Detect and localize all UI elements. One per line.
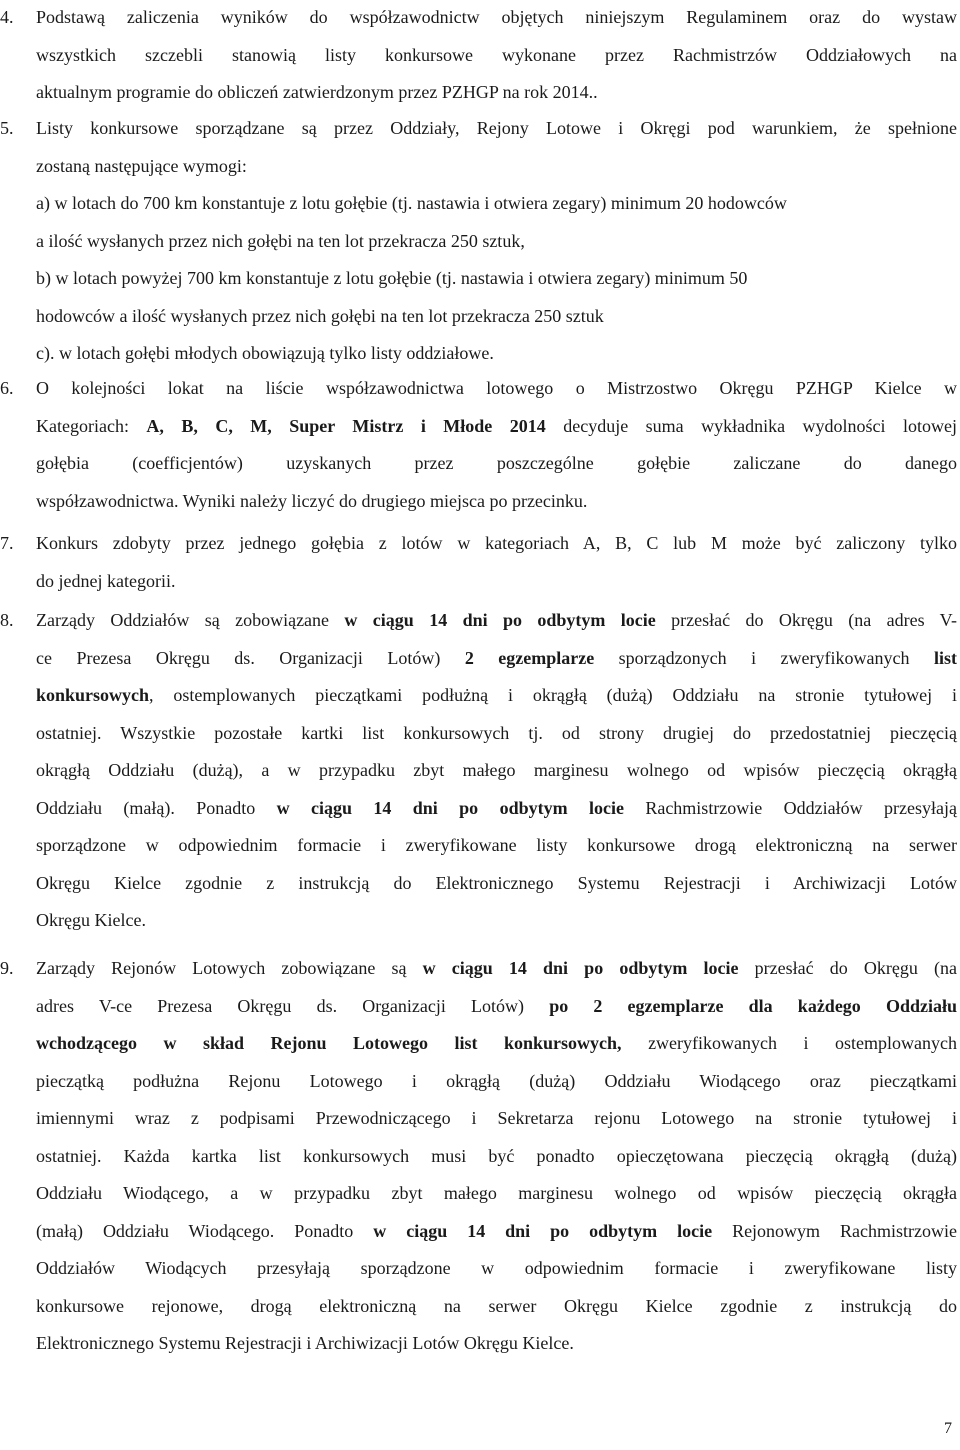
text-line [36, 865, 957, 902]
text-line [36, 408, 957, 445]
text-line [36, 950, 957, 987]
text-segment: ostatniej. Każda kartka list konkursowych musi być ponadto opieczętowana pieczęcią okrągłą (dużą) [36, 1145, 957, 1166]
text-segment: współzawodnictwa. Wyniki należy liczyć do drugiego miejsca po przecinku. [36, 490, 588, 511]
text-line [36, 752, 957, 789]
item-number: 9. [0, 958, 14, 978]
bold-text: w ciągu 14 dni po odbytym locie [422, 958, 739, 978]
text-segment: (małą) Oddziału Wiodącego. Ponadto [36, 1220, 374, 1241]
text-segment: hodowców a ilość wysłanych przez nich gołębi na ten lot przekracza 250 sztuk [36, 305, 604, 326]
text-segment: Oddziału (małą). Ponadto [36, 797, 277, 818]
text-line [36, 335, 494, 372]
text-segment: ostatniej. Wszystkie pozostałe kartki list konkursowych tj. od strony drugiej do przedostatniej pieczęcią [36, 722, 957, 743]
text-segment: przesłać do Okręgu (na [738, 958, 957, 978]
text-line [36, 640, 957, 677]
text-segment: wszystkich szczebli stanowią listy konkursowe wykonane przez Rachmistrzów Oddziałowych na [36, 44, 957, 65]
text-line [36, 74, 598, 111]
text-line [36, 298, 604, 335]
text-segment: zostaną następujące wymogi: [36, 155, 247, 176]
text-segment: Elektronicznego Systemu Rejestracji i Archiwizacji Lotów Okręgu Kielce. [36, 1333, 574, 1353]
text-segment: Oddziałów Wiodących przesyłają sporządzone w odpowiednim formacie i zweryfikowane listy [36, 1258, 957, 1278]
bold-text: konkursowych [36, 685, 150, 705]
text-segment: , ostemplowanych pieczątkami podłużną i okrągłą (dużą) Oddziału na stronie tytułowej i [149, 685, 957, 705]
text-line [36, 790, 957, 827]
text-line [36, 185, 787, 222]
item-number: 6. [0, 378, 14, 398]
text-segment: ce Prezesa Okręgu ds. Organizacji Lotów) [36, 647, 465, 668]
text-line [36, 148, 247, 185]
text-segment: przesłać do Okręgu (na adres V- [655, 610, 957, 630]
item-number: 8. [0, 610, 14, 630]
text-line [36, 1213, 957, 1250]
text-line [36, 483, 587, 520]
text-line [36, 1250, 957, 1287]
text-segment: do jednej kategorii. [36, 570, 176, 591]
text-segment: pieczątką podłużna Rejonu Lotowego i okrągłą (dużą) Oddziału Wiodącego oraz pieczątkami [36, 1070, 957, 1091]
text-line [36, 1138, 957, 1175]
item-number: 4. [0, 7, 14, 27]
bold-text: 2 egzemplarze [464, 647, 595, 668]
text-segment: sporządzone w odpowiednim formacie i zweryfikowane listy konkursowe drogą elektroniczną na serwer [36, 835, 957, 855]
text-segment: Oddziału Wiodącego, a w przypadku zbyt małego marginesu wolnego od wpisów pieczęcią okrągła [36, 1183, 957, 1203]
text-line [36, 563, 175, 600]
text-segment: a ilość wysłanych przez nich gołębi na ten lot przekracza 250 sztuk, [36, 230, 525, 251]
text-line [36, 525, 957, 562]
text-line [36, 602, 957, 639]
text-segment: adres V-ce Prezesa Okręgu ds. Organizacji Lotów) [36, 995, 550, 1016]
text-segment: okrągłą Oddziału (dużą), a w przypadku zbyt małego marginesu wolnego od wpisów pieczęcią okrągłą [36, 760, 957, 780]
bold-text: list [933, 647, 957, 668]
text-line [36, 445, 957, 482]
text-segment: imiennymi wraz z podpisami Przewodniczącego i Sekretarza rejonu Lotowego na stronie tytułowej i [36, 1108, 957, 1128]
text-line [36, 1100, 957, 1137]
text-segment: Okręgu Kielce. [36, 910, 146, 930]
bold-text: wchodzącego w skład Rejonu Lotowego list konkursowych, [36, 1033, 622, 1053]
text-line [36, 37, 957, 74]
text-segment: Rachmistrzowie Oddziałów przesyłają [623, 797, 957, 818]
text-line [36, 677, 957, 714]
bold-text: w ciągu 14 dni po odbytym locie [344, 610, 656, 630]
text-segment: gołębia (coefficjentów) uzyskanych przez poszczególne gołębie zaliczane do danego [36, 453, 957, 473]
bold-text: A, B, C, M, Super Mistrz i Młode 2014 [146, 415, 546, 436]
text-segment: Kategoriach: [36, 415, 147, 436]
text-segment: c). w lotach gołębi młodych obowiązują tylko listy oddziałowe. [36, 343, 494, 363]
text-segment: Listy konkursowe sporządzane są przez Oddziały, Rejony Lotowe i Okręgi pod warunkiem, że spełnione [36, 118, 957, 138]
text-segment: Zarządy Oddziałów są zobowiązane [36, 610, 345, 630]
text-line [36, 223, 525, 260]
text-line [36, 1063, 957, 1100]
text-segment: aktualnym programie do obliczeń zatwierdzonym przez PZHGP na rok 2014.. [36, 82, 598, 102]
text-line [36, 715, 957, 752]
bold-text: w ciągu 14 dni po odbytym locie [276, 797, 624, 818]
page-number: 7 [944, 1420, 952, 1437]
text-segment: Zarządy Rejonów Lotowych zobowiązane są [36, 958, 423, 978]
text-line [36, 0, 957, 36]
text-line [36, 260, 747, 297]
text-segment: b) w lotach powyżej 700 km konstantuje z lotu gołębie (tj. nastawia i otwiera zegary) minimum 50 [36, 268, 748, 288]
text-segment: zweryfikowanych i ostemplowanych [621, 1033, 957, 1053]
text-line [36, 110, 957, 147]
text-line [36, 827, 957, 864]
text-segment: decyduje suma wykładnika wydolności lotowej [545, 415, 958, 436]
text-line [36, 370, 957, 407]
text-line [36, 1175, 957, 1212]
text-segment: a) w lotach do 700 km konstantuje z lotu gołębie (tj. nastawia i otwiera zegary) minimum 20 hodowców [36, 193, 787, 213]
item-number: 5. [0, 118, 14, 138]
text-segment: Konkurs zdobyty przez jednego gołębia z lotów w kategoriach A, B, C lub M może być zaliczony tylko [36, 533, 957, 553]
text-segment: Podstawą zaliczenia wyników do współzawodnictw objętych niniejszym Regulaminem oraz do wystaw [36, 7, 957, 27]
text-segment: Rejonowym Rachmistrzowie [712, 1220, 957, 1241]
bold-text: po 2 egzemplarze dla każdego Oddziału [549, 995, 957, 1016]
bold-text: w ciągu 14 dni po odbytym locie [373, 1220, 713, 1241]
text-line [36, 1325, 574, 1362]
text-line [36, 902, 146, 939]
item-number: 7. [0, 533, 14, 553]
text-segment: O kolejności lokat na liście współzawodnictwa lotowego o Mistrzostwo Okręgu PZHGP Kielce w [36, 378, 957, 398]
text-line [36, 1025, 957, 1062]
text-segment: konkursowe rejonowe, drogą elektroniczną na serwer Okręgu Kielce zgodnie z instrukcją do [36, 1295, 957, 1316]
text-line [36, 1288, 957, 1325]
text-segment: Okręgu Kielce zgodnie z instrukcją do Elektronicznego Systemu Rejestracji i Archiwizacji Lotów [36, 872, 957, 893]
text-line [36, 988, 957, 1025]
text-segment: sporządzonych i zweryfikowanych [594, 647, 934, 668]
